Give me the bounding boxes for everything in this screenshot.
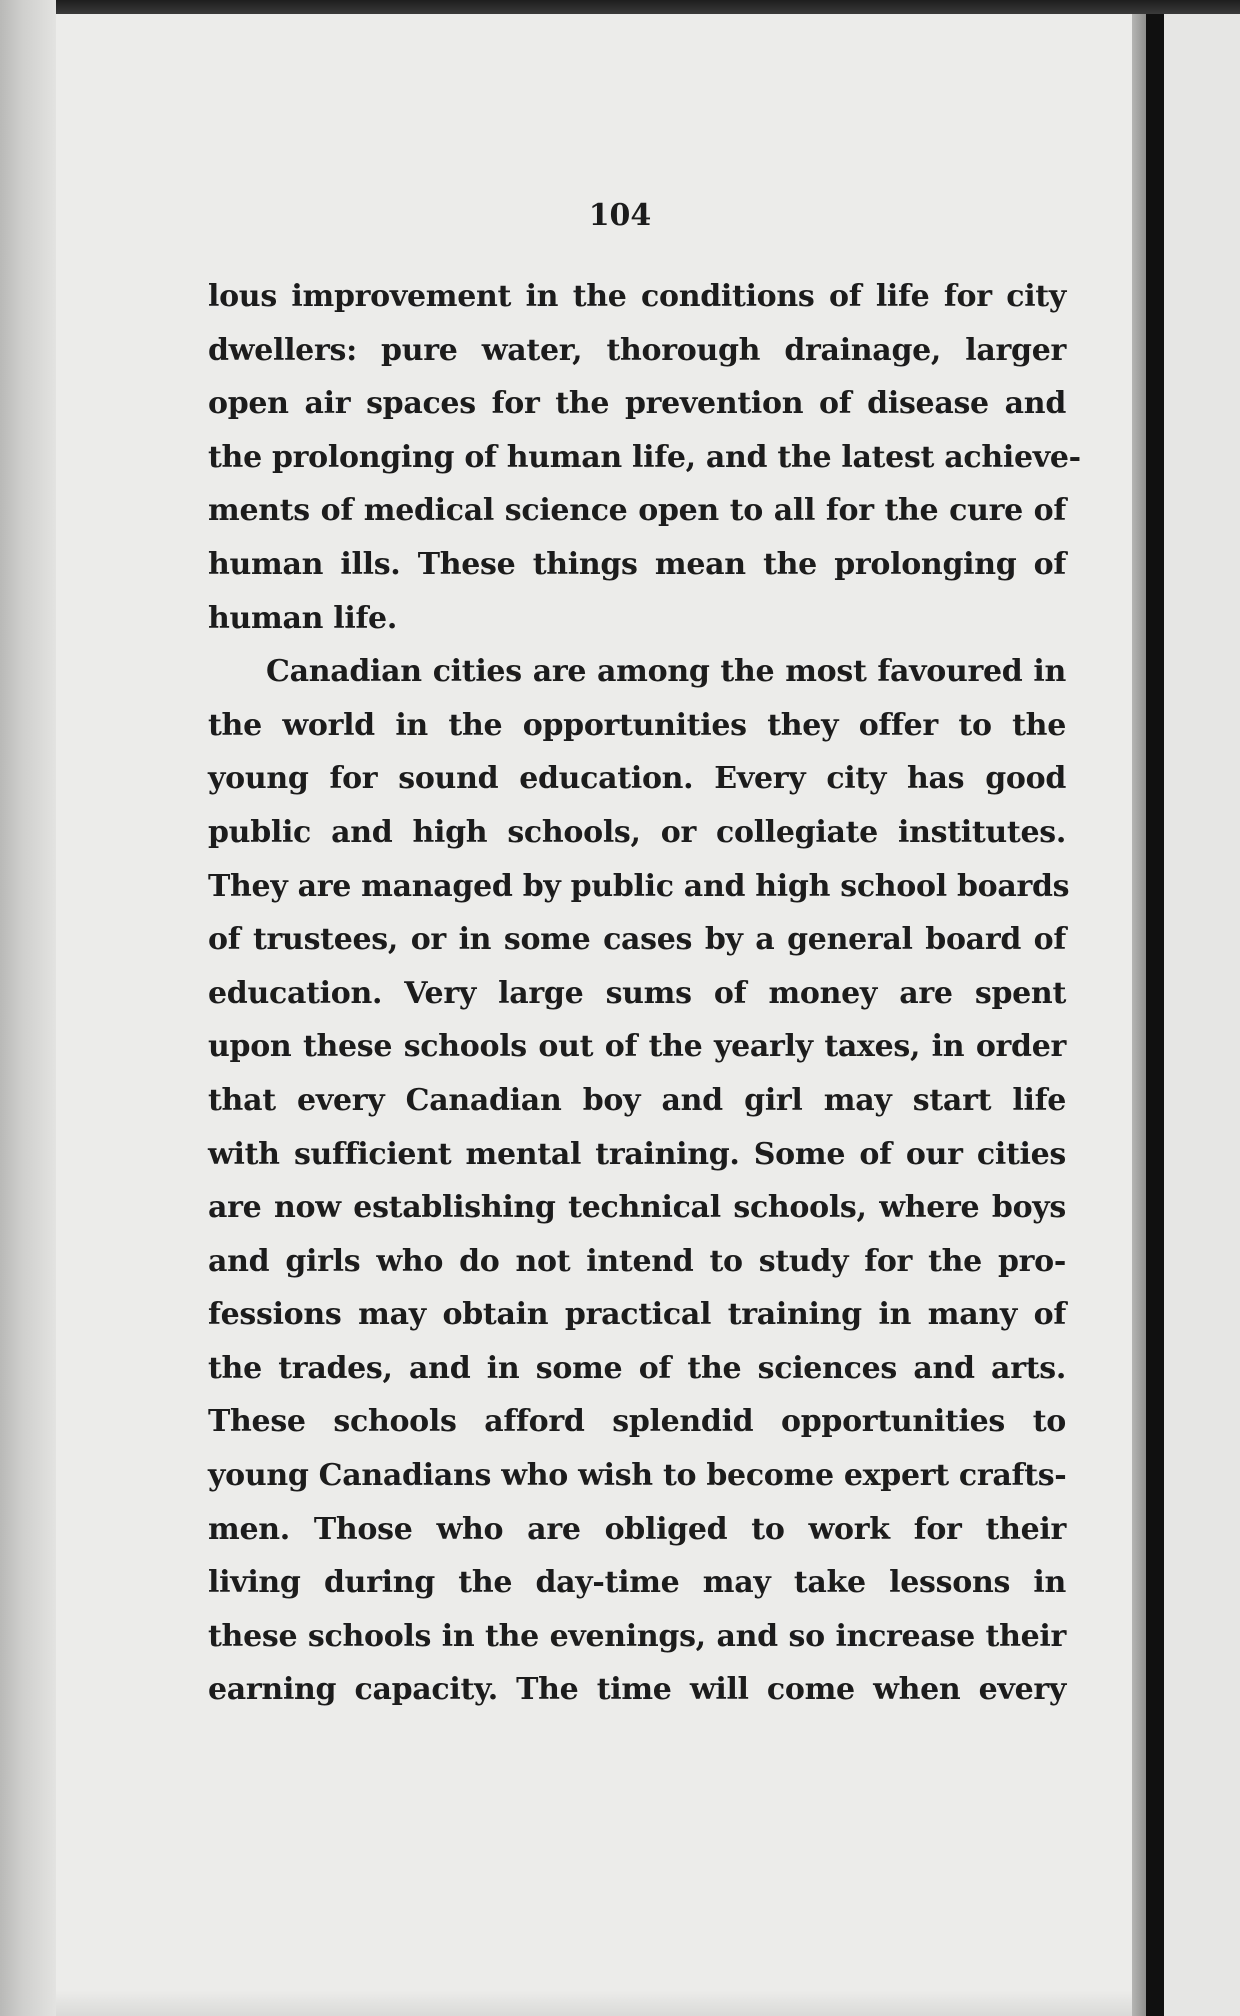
text-line: that every Canadian boy and girl may start life	[208, 1082, 1066, 1118]
text-line: dwellers: pure water, thorough drainage, larger	[208, 332, 1066, 368]
text-line: young Canadians who wish to become expert crafts-	[208, 1458, 1067, 1494]
text-line: These schools afford splendid opportunities to	[208, 1404, 1066, 1440]
text-line: are now establishing technical schools, where boys	[208, 1190, 1066, 1226]
text-line: fessions may obtain practical training in many of	[208, 1297, 1066, 1333]
text-line: men. Those who are obliged to work for their	[208, 1511, 1066, 1547]
text-line: lous improvement in the conditions of life for city	[208, 279, 1066, 314]
page-number: 104	[588, 198, 652, 233]
text-line: They are managed by public and high school boards	[208, 868, 1070, 904]
text-line: living during the day-time may take lessons in	[208, 1565, 1066, 1601]
text-line: upon these schools out of the yearly taxes, in order	[208, 1029, 1066, 1065]
paragraph	[208, 645, 1070, 1717]
facing-page-edge	[1164, 14, 1240, 2016]
text-line: Canadian cities are among the most favoured in	[266, 654, 1066, 690]
text-line: ments of medical science open to all for the cure of	[208, 493, 1066, 529]
book-spine	[1146, 14, 1164, 2016]
text-line: young for sound education. Every city has good	[208, 761, 1066, 797]
body-text	[208, 270, 1081, 1717]
text-line: with sufficient mental training. Some of our cities	[208, 1136, 1066, 1172]
text-line: the trades, and in some of the sciences and arts.	[208, 1350, 1066, 1386]
top-scan-edge	[0, 0, 1240, 14]
text-line: education. Very large sums of money are spent	[208, 975, 1066, 1011]
text-line: earning capacity. The time will come when every	[208, 1672, 1066, 1708]
bottom-page-shade	[56, 1990, 1132, 2016]
text-line: of trustees, or in some cases by a general board of	[208, 922, 1066, 958]
text-line: these schools in the evenings, and so increase their	[208, 1618, 1066, 1654]
text-line: the prolonging of human life, and the latest achieve-	[208, 439, 1081, 475]
left-page-edge	[0, 0, 56, 2016]
text-line: and girls who do not intend to study for the pro-	[208, 1243, 1066, 1279]
paragraph	[208, 270, 1081, 645]
text-line: the world in the opportunities they offer to the	[208, 707, 1066, 743]
text-line: open air spaces for the prevention of disease and	[208, 386, 1066, 422]
page-gutter-shadow	[1132, 14, 1146, 2016]
text-line: human ills. These things mean the prolonging of	[208, 546, 1066, 582]
text-line: public and high schools, or collegiate institutes.	[208, 814, 1066, 850]
text-line: human life.	[208, 600, 397, 636]
